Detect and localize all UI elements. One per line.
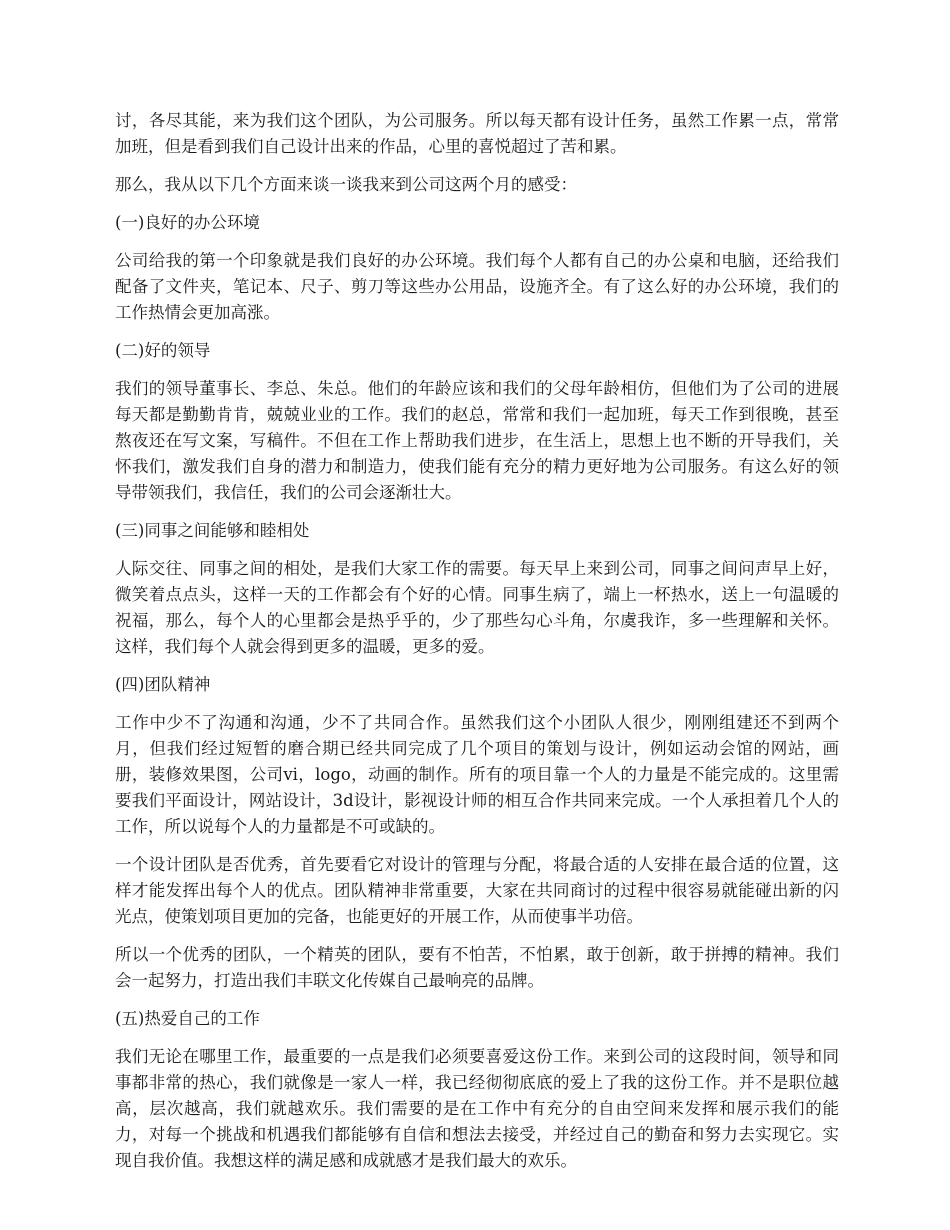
paragraph-team-management: 一个设计团队是否优秀，首先要看它对设计的管理与分配，将最合适的人安排在最合适的位置，这样才能发挥出每个人的优点。团队精神非常重要，大家在共同商讨的过程中很容易就能碰出新的闪光点，使策划项目更加的完备，也能更好的开展工作，从而使事半功倍。 bbox=[115, 855, 839, 926]
section-heading-leadership: (二)好的领导 bbox=[115, 341, 211, 360]
paragraph-leadership: 我们的领导董事长、李总、朱总。他们的年龄应该和我们的父母年龄相仿，但他们为了公司的进展每天都是勤勤肯肯，兢兢业业的工作。我们的赵总，常常和我们一起加班，每天工作到很晚，甚至熬夜还在写文案，写稿件。不但在工作上帮助我们进步，在生活上，思想上也不断的开导我们，关怀我们，激发我们自身的潜力和制造力，使我们能有充分的精力更好地为公司服务。有这么好的领导带领我们，我信任，我们的公司会逐渐壮大。 bbox=[115, 379, 839, 502]
paragraph-colleagues: 人际交往、同事之间的相处，是我们大家工作的需要。每天早上来到公司，同事之间问声早上好，微笑着点点头，这样一天的工作都会有个好的心情。同事生病了，端上一杯热水，送上一句温暖的祝福，那么，每个人的心里都会是热乎乎的，少了那些勾心斗角，尔虞我诈，多一些理解和关怀。这样，我们每个人就会得到更多的温暖，更多的爱。 bbox=[115, 559, 839, 656]
paragraph-team-brand: 所以一个优秀的团队，一个精英的团队，要有不怕苦，不怕累，敢于创新，敢于拼搏的精神。我们会一起努力，打造出我们丰联文化传媒自己最响亮的品牌。 bbox=[115, 945, 839, 990]
paragraph-love-work: 我们无论在哪里工作，最重要的一点是我们必须要喜爱这份工作。来到公司的这段时间，领导和同事都非常的热心，我们就像是一家人一样，我已经彻彻底底的爱上了我的这份工作。并不是职位越高，层次越高，我们就越欢乐。我们需要的是在工作中有充分的自由空间来发挥和展示我们的能力，对每一个挑战和机遇我们都能够有自信和想法去接受，并经过自己的勤奋和努力去实现它。实现自我价值。我想这样的满足感和成就感才是我们最大的欢乐。 bbox=[115, 1047, 839, 1170]
document-page bbox=[115, 108, 839, 1186]
paragraph-intro-continued: 讨，各尽其能，来为我们这个团队，为公司服务。所以每天都有设计任务，虽然工作累一点，常常加班，但是看到我们自己设计出来的作品，心里的喜悦超过了苦和累。 bbox=[115, 111, 839, 156]
paragraph-overview: 那么，我从以下几个方面来谈一谈我来到公司这两个月的感受： bbox=[115, 175, 577, 194]
paragraph-team-spirit: 工作中少不了沟通和沟通，少不了共同合作。虽然我们这个小团队人很少，刚刚组建还不到两个月，但我们经过短暂的磨合期已经共同完成了几个项目的策划与设计，例如运动会馆的网站，画册，装修效果图，公司vi，logo，动画的制作。所有的项目靠一个人的力量是不能完成的。这里需要我们平面设计，网站设计，3d设计，影视设计师的相互合作共同来完成。一个人承担着几个人的工作，所以说每个人的力量都是不可或缺的。 bbox=[115, 713, 839, 836]
paragraph-office-environment: 公司给我的第一个印象就是我们良好的办公环境。我们每个人都有自己的办公桌和电脑，还给我们配备了文件夹，笔记本、尺子、剪刀等这些办公用品，设施齐全。有了这么好的办公环境，我们的工作热情会更加高涨。 bbox=[115, 251, 839, 322]
section-heading-love-work: (五)热爱自己的工作 bbox=[115, 1009, 260, 1028]
section-heading-team-spirit: (四)团队精神 bbox=[115, 675, 211, 694]
section-heading-office-environment: (一)良好的办公环境 bbox=[115, 213, 260, 232]
section-heading-colleagues: (三)同事之间能够和睦相处 bbox=[115, 521, 310, 540]
